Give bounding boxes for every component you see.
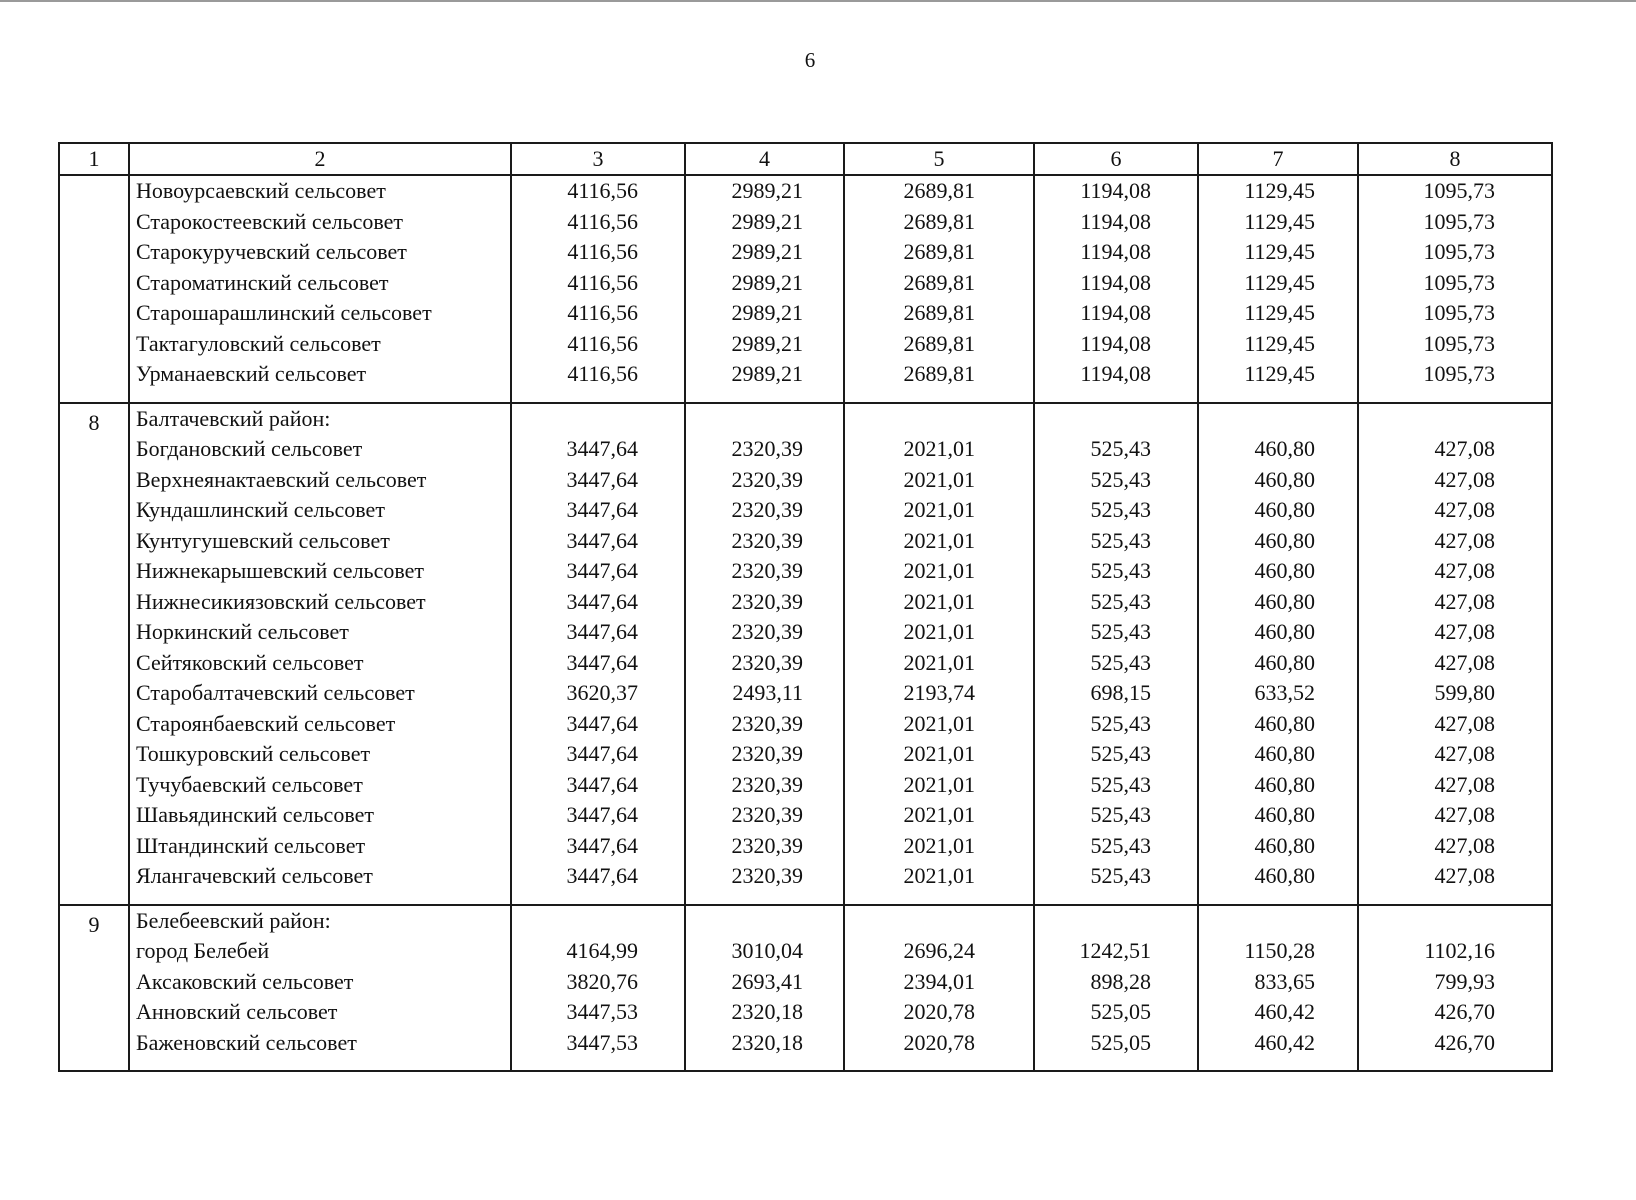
municipality-name: Урманаевский сельсовет bbox=[136, 361, 367, 386]
tariff-value: 3447,64 bbox=[566, 497, 638, 522]
tariff-value: 3820,76 bbox=[566, 968, 638, 994]
value-column-6-cell bbox=[1034, 905, 1198, 1072]
tariff-value: 2989,21 bbox=[731, 239, 803, 264]
tariff-value: 460,80 bbox=[1254, 558, 1315, 583]
tariff-value: 1129,45 bbox=[1244, 330, 1315, 356]
value-column-5-cell bbox=[844, 175, 1034, 403]
tariff-value: 427,08 bbox=[1434, 863, 1495, 888]
municipality-name: Нижнекарышевский сельсовет bbox=[136, 558, 424, 583]
value-column-7-cell bbox=[1198, 905, 1358, 1072]
tariff-value: 460,80 bbox=[1254, 497, 1315, 522]
title-spacer bbox=[1199, 404, 1357, 435]
municipality-name: Кунтугушевский сельсовет bbox=[136, 527, 390, 553]
title-spacer bbox=[1359, 404, 1551, 435]
tariff-value: 1194,08 bbox=[1080, 361, 1151, 386]
group-number: 8 bbox=[88, 409, 100, 435]
tariff-value: 1095,73 bbox=[1423, 300, 1495, 325]
value-column-3-cell bbox=[511, 403, 685, 905]
municipality-name: Анновский сельсовет bbox=[136, 999, 338, 1024]
tariff-value: 3620,37 bbox=[566, 680, 638, 705]
tariff-value: 2021,01 bbox=[903, 771, 975, 797]
municipality-name: Кундашлинский сельсовет bbox=[136, 497, 385, 522]
tariff-value: 2320,39 bbox=[731, 802, 803, 827]
tariff-value: 427,08 bbox=[1434, 771, 1495, 797]
tariff-value: 1095,73 bbox=[1423, 269, 1495, 295]
tariff-value: 1129,45 bbox=[1244, 208, 1315, 234]
tariff-value: 4116,56 bbox=[567, 178, 638, 203]
tariff-value: 1129,45 bbox=[1244, 239, 1315, 264]
municipality-name: Староматинский сельсовет bbox=[136, 269, 389, 295]
tariff-value: 2320,39 bbox=[731, 436, 803, 461]
tariff-value: 2989,21 bbox=[731, 208, 803, 234]
tariff-value: 525,43 bbox=[1090, 558, 1151, 583]
tariff-value: 525,43 bbox=[1090, 741, 1151, 766]
municipality-names-cell bbox=[129, 905, 511, 1072]
tariff-value: 2320,18 bbox=[731, 1029, 803, 1055]
tariff-value: 1129,45 bbox=[1244, 178, 1315, 203]
municipality-name: Старобалтачевский сельсовет bbox=[136, 680, 415, 705]
value-column-3-cell bbox=[511, 175, 685, 403]
header-row bbox=[59, 143, 1552, 175]
tariff-value: 2320,18 bbox=[731, 999, 803, 1024]
column-header-7: 7 bbox=[1198, 143, 1358, 175]
tariff-value: 2320,39 bbox=[731, 588, 803, 614]
municipality-name: Староянбаевский сельсовет bbox=[136, 710, 396, 736]
value-column-7-cell bbox=[1198, 175, 1358, 403]
tariff-value: 4116,56 bbox=[567, 269, 638, 295]
tariff-value: 2020,78 bbox=[903, 999, 975, 1024]
district-group-row bbox=[59, 403, 1552, 905]
tariff-value: 427,08 bbox=[1434, 588, 1495, 614]
tariff-value: 2320,39 bbox=[731, 832, 803, 858]
tariff-value: 427,08 bbox=[1434, 466, 1495, 492]
tariff-value: 460,80 bbox=[1254, 466, 1315, 492]
tariff-value: 833,65 bbox=[1254, 968, 1315, 994]
value-column-4-cell bbox=[685, 403, 844, 905]
tariff-value: 2989,21 bbox=[731, 269, 803, 295]
value-column-8-cell bbox=[1358, 175, 1552, 403]
tariff-value: 525,43 bbox=[1090, 497, 1151, 522]
tariff-value: 3447,64 bbox=[566, 649, 638, 675]
column-header-1: 1 bbox=[59, 143, 129, 175]
municipality-name: Старокуручевский сельсовет bbox=[136, 239, 407, 264]
municipality-name: Тошкуровский сельсовет bbox=[136, 741, 371, 766]
municipality-name: Старокостеевский сельсовет bbox=[136, 208, 404, 234]
title-spacer bbox=[845, 404, 1033, 435]
municipality-name: Ялангачевский сельсовет bbox=[136, 863, 373, 888]
title-spacer bbox=[512, 404, 684, 435]
tariff-value: 1095,73 bbox=[1423, 361, 1495, 386]
tariff-value: 2021,01 bbox=[903, 832, 975, 858]
tariff-value: 460,80 bbox=[1254, 588, 1315, 614]
tariff-value: 2320,39 bbox=[731, 619, 803, 644]
tariff-value: 427,08 bbox=[1434, 558, 1495, 583]
municipality-names-cell bbox=[129, 175, 511, 403]
district-group-row bbox=[59, 175, 1552, 403]
value-column-5-cell bbox=[844, 905, 1034, 1072]
tariff-value: 525,43 bbox=[1090, 710, 1151, 736]
tariff-value: 2689,81 bbox=[903, 178, 975, 203]
tariff-value: 2689,81 bbox=[903, 208, 975, 234]
group-number-cell bbox=[59, 905, 129, 1072]
tariff-value: 3447,64 bbox=[566, 741, 638, 766]
value-column-5-cell bbox=[844, 403, 1034, 905]
value-column-6-cell bbox=[1034, 175, 1198, 403]
tariff-value: 1129,45 bbox=[1244, 300, 1315, 325]
group-number-cell bbox=[59, 175, 129, 403]
tariff-value: 2989,21 bbox=[731, 330, 803, 356]
municipality-name: Тучубаевский сельсовет bbox=[136, 771, 363, 797]
tariff-value: 4116,56 bbox=[567, 300, 638, 325]
tariff-table-container bbox=[58, 142, 1551, 1072]
tariff-value: 2320,39 bbox=[731, 710, 803, 736]
tariff-value: 1194,08 bbox=[1080, 178, 1151, 203]
column-header-4: 4 bbox=[685, 143, 844, 175]
column-header-3: 3 bbox=[511, 143, 685, 175]
title-spacer bbox=[845, 906, 1033, 937]
title-spacer bbox=[686, 404, 843, 435]
group-number: 9 bbox=[88, 911, 100, 937]
tariff-value: 2989,21 bbox=[731, 300, 803, 325]
tariff-value: 460,80 bbox=[1254, 771, 1315, 797]
title-spacer bbox=[512, 906, 684, 937]
tariff-value: 2689,81 bbox=[903, 330, 975, 356]
tariff-value: 1129,45 bbox=[1244, 361, 1315, 386]
tariff-value: 427,08 bbox=[1434, 527, 1495, 553]
tariff-value: 2320,39 bbox=[731, 466, 803, 492]
tariff-value: 3447,64 bbox=[566, 436, 638, 461]
tariff-value: 2021,01 bbox=[903, 741, 975, 766]
tariff-value: 460,80 bbox=[1254, 832, 1315, 858]
column-header-8: 8 bbox=[1358, 143, 1552, 175]
tariff-value: 2696,24 bbox=[903, 938, 975, 963]
title-spacer bbox=[1199, 906, 1357, 937]
group-number-cell bbox=[59, 403, 129, 905]
tariff-value: 3447,64 bbox=[566, 802, 638, 827]
tariff-value: 426,70 bbox=[1434, 999, 1495, 1024]
tariff-value: 2020,78 bbox=[903, 1029, 975, 1055]
tariff-value: 460,80 bbox=[1254, 619, 1315, 644]
tariff-value: 427,08 bbox=[1434, 741, 1495, 766]
district-group-row bbox=[59, 905, 1552, 1072]
value-column-7-cell bbox=[1198, 403, 1358, 905]
tariff-value: 2989,21 bbox=[731, 178, 803, 203]
value-column-4-cell bbox=[685, 175, 844, 403]
tariff-value: 2320,39 bbox=[731, 649, 803, 675]
tariff-value: 525,43 bbox=[1090, 466, 1151, 492]
tariff-value: 898,28 bbox=[1090, 968, 1151, 994]
tariff-value: 1194,08 bbox=[1080, 239, 1151, 264]
tariff-value: 799,93 bbox=[1434, 968, 1495, 994]
tariff-value: 525,43 bbox=[1090, 436, 1151, 461]
tariff-value: 525,43 bbox=[1090, 802, 1151, 827]
tariff-value: 3447,64 bbox=[566, 588, 638, 614]
tariff-value: 1194,08 bbox=[1080, 208, 1151, 234]
tariff-value: 460,80 bbox=[1254, 741, 1315, 766]
tariff-value: 2021,01 bbox=[903, 710, 975, 736]
tariff-value: 427,08 bbox=[1434, 710, 1495, 736]
tariff-value: 525,43 bbox=[1090, 619, 1151, 644]
tariff-value: 2021,01 bbox=[903, 649, 975, 675]
tariff-value: 2021,01 bbox=[903, 619, 975, 644]
tariff-value: 2689,81 bbox=[903, 300, 975, 325]
tariff-value: 460,80 bbox=[1254, 863, 1315, 888]
title-spacer bbox=[1359, 906, 1551, 937]
tariff-value: 427,08 bbox=[1434, 832, 1495, 858]
scan-top-edge bbox=[0, 0, 1636, 2]
tariff-value: 525,43 bbox=[1090, 771, 1151, 797]
tariff-value: 2021,01 bbox=[903, 802, 975, 827]
page-number: 6 bbox=[804, 48, 816, 72]
tariff-value: 460,42 bbox=[1254, 1029, 1315, 1055]
tariff-value: 1095,73 bbox=[1423, 330, 1495, 356]
tariff-value: 460,42 bbox=[1254, 999, 1315, 1024]
title-spacer bbox=[1035, 906, 1197, 937]
municipality-name: Новоурсаевский сельсовет bbox=[136, 178, 386, 203]
tariff-value: 3447,64 bbox=[566, 832, 638, 858]
tariff-value: 3447,64 bbox=[566, 771, 638, 797]
tariff-value: 460,80 bbox=[1254, 710, 1315, 736]
title-spacer bbox=[686, 906, 843, 937]
tariff-value: 2320,39 bbox=[731, 497, 803, 522]
tariff-value: 427,08 bbox=[1434, 802, 1495, 827]
value-column-4-cell bbox=[685, 905, 844, 1072]
tariff-value: 3447,64 bbox=[566, 710, 638, 736]
municipality-name: Аксаковский сельсовет bbox=[136, 968, 354, 994]
tariff-value: 2320,39 bbox=[731, 771, 803, 797]
tariff-value: 1194,08 bbox=[1080, 300, 1151, 325]
municipality-name: Штандинский сельсовет bbox=[136, 832, 366, 858]
tariff-value: 2689,81 bbox=[903, 361, 975, 386]
tariff-value: 3447,64 bbox=[566, 863, 638, 888]
tariff-value: 4116,56 bbox=[567, 361, 638, 386]
tariff-value: 3447,64 bbox=[566, 619, 638, 644]
tariff-value: 2021,01 bbox=[903, 466, 975, 492]
tariff-value: 525,43 bbox=[1090, 588, 1151, 614]
tariff-value: 525,05 bbox=[1090, 1029, 1151, 1055]
tariff-value: 3447,64 bbox=[566, 466, 638, 492]
tariff-value: 460,80 bbox=[1254, 802, 1315, 827]
tariff-value: 2021,01 bbox=[903, 527, 975, 553]
tariff-value: 698,15 bbox=[1090, 680, 1151, 705]
value-column-8-cell bbox=[1358, 403, 1552, 905]
tariff-value: 2193,74 bbox=[903, 680, 975, 705]
tariff-value: 427,08 bbox=[1434, 436, 1495, 461]
tariff-value: 525,05 bbox=[1090, 999, 1151, 1024]
value-column-3-cell bbox=[511, 905, 685, 1072]
tariff-value: 1150,28 bbox=[1244, 938, 1315, 963]
municipality-name: Норкинский сельсовет bbox=[136, 619, 349, 644]
district-title: Белебеевский район: bbox=[136, 907, 331, 933]
tariff-value: 2021,01 bbox=[903, 588, 975, 614]
tariff-value: 2320,39 bbox=[731, 527, 803, 553]
tariff-value: 3447,64 bbox=[566, 558, 638, 583]
tariff-value: 633,52 bbox=[1254, 680, 1315, 705]
tariff-value: 427,08 bbox=[1434, 619, 1495, 644]
municipality-names-cell bbox=[129, 403, 511, 905]
tariff-value: 1102,16 bbox=[1424, 938, 1495, 963]
tariff-value: 1194,08 bbox=[1080, 330, 1151, 356]
municipality-name: Верхнеянактаевский сельсовет bbox=[136, 466, 427, 492]
tariff-value: 4116,56 bbox=[567, 239, 638, 264]
municipality-name: Старошарашлинский сельсовет bbox=[136, 300, 432, 325]
tariff-value: 2320,39 bbox=[731, 558, 803, 583]
tariff-table bbox=[58, 142, 1553, 1072]
tariff-value: 1095,73 bbox=[1423, 208, 1495, 234]
tariff-value: 1242,51 bbox=[1079, 938, 1151, 963]
tariff-value: 460,80 bbox=[1254, 649, 1315, 675]
tariff-value: 1095,73 bbox=[1423, 178, 1495, 203]
tariff-value: 525,43 bbox=[1090, 649, 1151, 675]
tariff-value: 2021,01 bbox=[903, 558, 975, 583]
tariff-value: 460,80 bbox=[1254, 527, 1315, 553]
municipality-name: город Белебей bbox=[136, 938, 270, 963]
tariff-value: 599,80 bbox=[1434, 680, 1495, 705]
district-title: Балтачевский район: bbox=[136, 405, 331, 431]
title-spacer bbox=[1035, 404, 1197, 435]
column-header-5: 5 bbox=[844, 143, 1034, 175]
tariff-value: 4116,56 bbox=[567, 208, 638, 234]
tariff-value: 3447,53 bbox=[566, 1029, 638, 1055]
tariff-value: 525,43 bbox=[1090, 863, 1151, 888]
municipality-name: Богдановский сельсовет bbox=[136, 436, 363, 461]
tariff-value: 2320,39 bbox=[731, 741, 803, 766]
table-body bbox=[59, 143, 1552, 1071]
value-column-6-cell bbox=[1034, 403, 1198, 905]
municipality-name: Шавьядинский сельсовет bbox=[136, 802, 374, 827]
tariff-value: 3447,64 bbox=[566, 527, 638, 553]
municipality-name: Тактагуловский сельсовет bbox=[136, 330, 381, 356]
tariff-value: 2989,21 bbox=[731, 361, 803, 386]
column-header-6: 6 bbox=[1034, 143, 1198, 175]
tariff-value: 525,43 bbox=[1090, 832, 1151, 858]
tariff-value: 3010,04 bbox=[731, 938, 803, 963]
tariff-value: 427,08 bbox=[1434, 497, 1495, 522]
tariff-value: 3447,53 bbox=[566, 999, 638, 1024]
tariff-value: 4116,56 bbox=[567, 330, 638, 356]
municipality-name: Нижнесикиязовский сельсовет bbox=[136, 588, 426, 614]
tariff-value: 2394,01 bbox=[903, 968, 975, 994]
tariff-value: 525,43 bbox=[1090, 527, 1151, 553]
tariff-value: 4164,99 bbox=[566, 938, 638, 963]
tariff-value: 2021,01 bbox=[903, 497, 975, 522]
tariff-value: 2021,01 bbox=[903, 863, 975, 888]
tariff-value: 2689,81 bbox=[903, 239, 975, 264]
group-number bbox=[60, 180, 128, 211]
column-header-2: 2 bbox=[129, 143, 511, 175]
municipality-name: Баженовский сельсовет bbox=[136, 1029, 357, 1055]
tariff-value: 2320,39 bbox=[731, 863, 803, 888]
municipality-name: Сейтяковский сельсовет bbox=[136, 649, 364, 675]
tariff-value: 427,08 bbox=[1434, 649, 1495, 675]
tariff-value: 426,70 bbox=[1434, 1029, 1495, 1055]
tariff-value: 460,80 bbox=[1254, 436, 1315, 461]
tariff-value: 2693,41 bbox=[731, 968, 803, 994]
value-column-8-cell bbox=[1358, 905, 1552, 1072]
tariff-value: 1095,73 bbox=[1423, 239, 1495, 264]
tariff-value: 2493,11 bbox=[732, 680, 803, 705]
tariff-value: 2021,01 bbox=[903, 436, 975, 461]
tariff-value: 1129,45 bbox=[1244, 269, 1315, 295]
tariff-value: 1194,08 bbox=[1080, 269, 1151, 295]
tariff-value: 2689,81 bbox=[903, 269, 975, 295]
